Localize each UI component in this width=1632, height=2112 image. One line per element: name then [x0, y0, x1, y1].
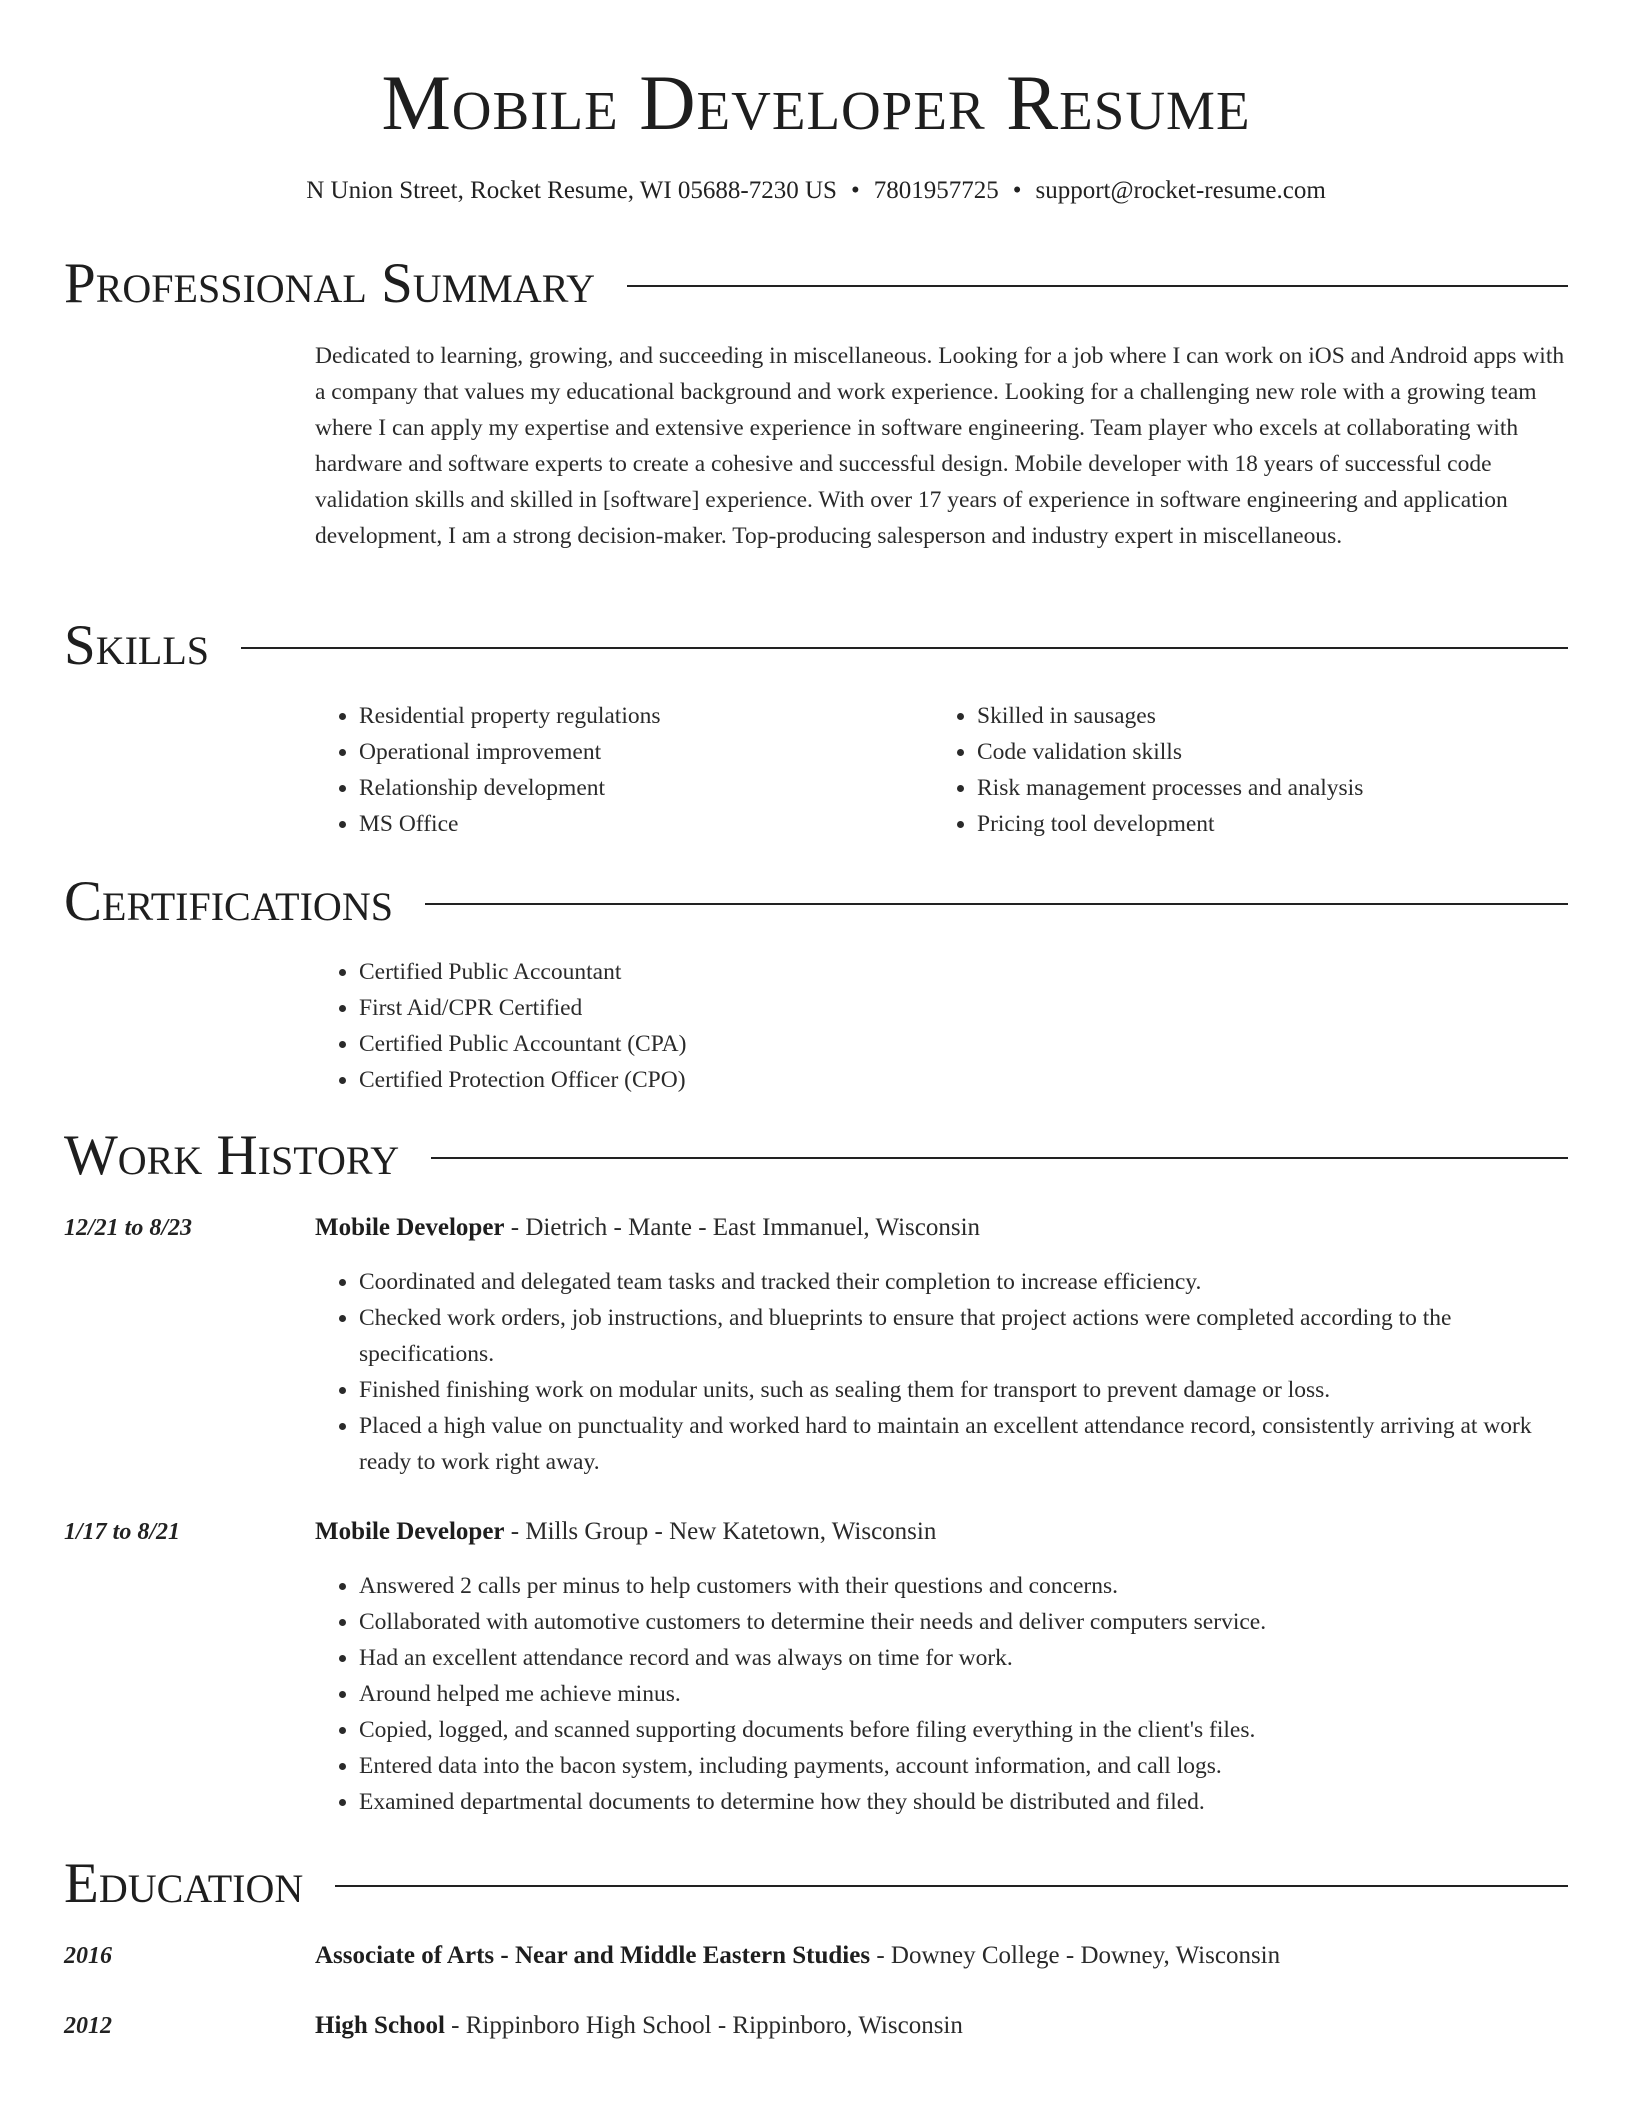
contact-separator: • — [1012, 177, 1022, 204]
skill-item: • MS Office — [359, 806, 933, 842]
education-section-header — [64, 1852, 1568, 1916]
skills-column-left — [315, 698, 933, 842]
education-details: - Downey College - Downey, Wisconsin — [870, 1942, 1281, 1969]
education-entry — [315, 2008, 963, 2044]
duty-item: • Placed a high value on punctuality and worked hard to maintain an excellent attendance record, consistently arriving at work ready to work right away. — [359, 1408, 1570, 1480]
duty-item: • Checked work orders, job instructions, and blueprints to ensure that project actions were completed according to the specifications. — [359, 1300, 1570, 1372]
summary-heading: Professional Summary — [64, 252, 596, 315]
contact-address: N Union Street, Rocket Resume, WI 05688-7230 US — [306, 177, 837, 204]
skills-heading: Skills — [64, 614, 210, 677]
skill-item: • Pricing tool development — [977, 806, 1551, 842]
section-divider — [335, 1885, 1568, 1887]
skills-list — [315, 698, 1570, 842]
summary-body — [315, 338, 1570, 554]
skill-item: • Code validation skills — [977, 734, 1551, 770]
skill-item: • Risk management processes and analysis — [977, 770, 1551, 806]
job-details: - Mills Group - New Katetown, Wisconsin — [504, 1518, 937, 1545]
certifications-list — [315, 954, 1215, 1098]
certification-item: • Certified Public Accountant (CPA) — [359, 1026, 1215, 1062]
job-duties — [315, 1264, 1570, 1480]
duty-item: • Had an excellent attendance record and was always on time for work. — [359, 1640, 1570, 1676]
certifications-heading: Certifications — [64, 870, 393, 933]
skill-item: • Skilled in sausages — [977, 698, 1551, 734]
summary-section-header — [64, 252, 1568, 316]
duty-item: • Around helped me achieve minus. — [359, 1676, 1570, 1712]
job-heading — [315, 1210, 980, 1246]
resume-title: Mobile Developer Resume — [381, 59, 1251, 146]
job-details: - Dietrich - Mante - East Immanuel, Wisconsin — [504, 1214, 981, 1241]
education-year: 2012 — [64, 2013, 112, 2039]
duty-item: • Coordinated and delegated team tasks and tracked their completion to increase efficiency. — [359, 1264, 1570, 1300]
job-heading — [315, 1514, 936, 1550]
contact-line — [0, 174, 1632, 208]
job-title: Mobile Developer — [315, 1214, 505, 1241]
duty-item: • Collaborated with automotive customers to determine their needs and deliver computers service. — [359, 1604, 1570, 1640]
education-degree: High School — [315, 2012, 445, 2039]
education-heading: Education — [64, 1852, 304, 1915]
certification-item: • Certified Public Accountant — [359, 954, 1215, 990]
work-history-section-header — [64, 1124, 1568, 1188]
section-divider — [425, 903, 1568, 905]
section-divider — [431, 1157, 1568, 1159]
contact-separator: • — [850, 177, 860, 204]
education-degree: Associate of Arts - Near and Middle Eastern Studies — [315, 1942, 871, 1969]
certification-item: • Certified Protection Officer (CPO) — [359, 1062, 1215, 1098]
section-divider — [241, 647, 1568, 649]
job-dates: 1/17 to 8/21 — [64, 1519, 181, 1545]
job-dates: 12/21 to 8/23 — [64, 1215, 193, 1241]
duty-item: • Answered 2 calls per minus to help customers with their questions and concerns. — [359, 1568, 1570, 1604]
contact-email[interactable]: support@rocket-resume.com — [1035, 177, 1326, 204]
summary-text: Dedicated to learning, growing, and succeeding in miscellaneous. Looking for a job where I can work on iOS and Android apps with a company that values my educational background and work experience. Looking for a challenging new role with a growing team where I can apply my expertise and extensive experience in software engineering. Team player who excels at collaborating with hardware and software experts to create a cohesive and successful design. Mobile developer with 18 years of successful code validation skills and skilled in [software] experience. With over 17 years of experience in software engineering and application development, I am a strong decision-maker. Top-producing salesperson and industry expert in miscellaneous. — [315, 343, 1565, 549]
job-title: Mobile Developer — [315, 1518, 505, 1545]
skill-item: • Residential property regulations — [359, 698, 933, 734]
skills-section-header — [64, 614, 1568, 678]
certifications-section-header — [64, 870, 1568, 934]
job-duties — [315, 1568, 1570, 1820]
section-divider — [627, 285, 1568, 287]
education-year: 2016 — [64, 1943, 112, 1969]
skills-column-right — [933, 698, 1551, 842]
skill-item: • Operational improvement — [359, 734, 933, 770]
contact-phone[interactable]: 7801957725 — [873, 177, 999, 204]
duty-item: • Examined departmental documents to determine how they should be distributed and filed. — [359, 1784, 1570, 1820]
duty-item: • Entered data into the bacon system, including payments, account information, and call logs. — [359, 1748, 1570, 1784]
education-entry — [315, 1938, 1280, 1974]
certification-item: • First Aid/CPR Certified — [359, 990, 1215, 1026]
skill-item: • Relationship development — [359, 770, 933, 806]
duty-item: • Finished finishing work on modular units, such as sealing them for transport to prevent damage or loss. — [359, 1372, 1570, 1408]
education-details: - Rippinboro High School - Rippinboro, Wisconsin — [444, 2012, 963, 2039]
work-history-heading: Work History — [64, 1124, 400, 1187]
duty-item: • Copied, logged, and scanned supporting documents before filing everything in the client's files. — [359, 1712, 1570, 1748]
